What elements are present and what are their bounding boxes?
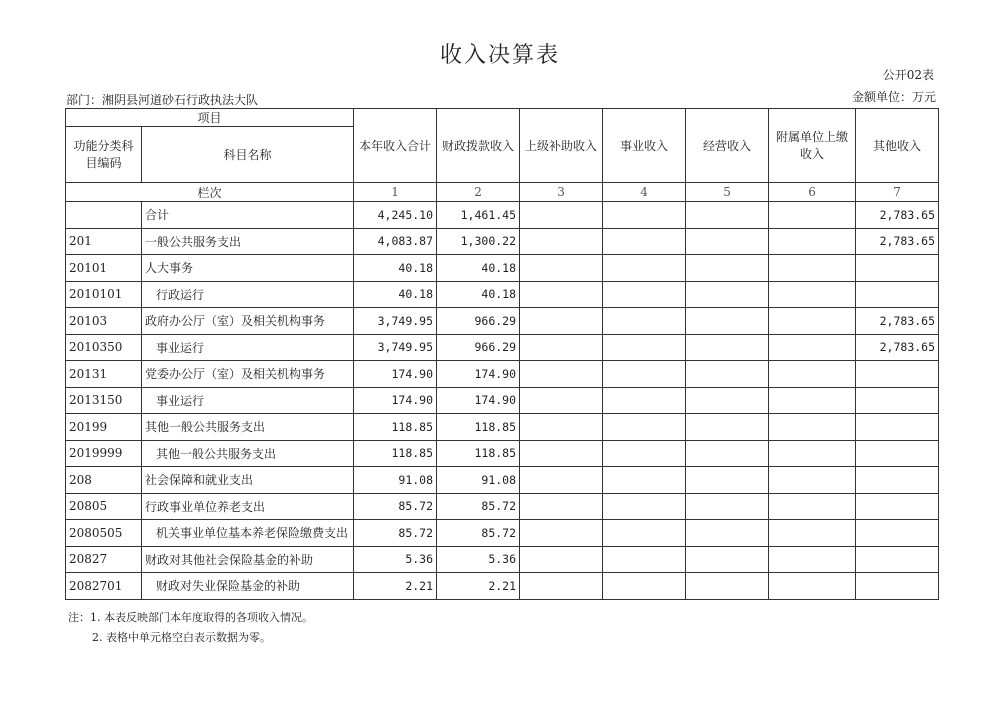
header-func-code: 功能分类科目编码 <box>66 127 142 183</box>
cell-affiliated <box>769 334 856 361</box>
cell-subject-name: 财政对其他社会保险基金的补助 <box>142 546 354 573</box>
header-col-superior: 上级补助收入 <box>520 109 603 183</box>
cell-code: 20199 <box>66 414 142 441</box>
cell-other <box>856 440 939 467</box>
cell-superior <box>520 520 603 547</box>
cell-code: 2082701 <box>66 573 142 600</box>
cell-affiliated <box>769 546 856 573</box>
cell-affiliated <box>769 440 856 467</box>
table-row <box>66 414 939 441</box>
cell-subject-name: 合计 <box>142 202 354 229</box>
footnote-2: 2. 表格中单元格空白表示数据为零。 <box>92 631 271 644</box>
cell-business <box>603 467 686 494</box>
cell-operating <box>686 308 769 335</box>
cell-affiliated <box>769 308 856 335</box>
cell-business <box>603 414 686 441</box>
income-table <box>65 108 939 600</box>
table-row <box>66 255 939 282</box>
cell-affiliated <box>769 361 856 388</box>
cell-total: 3,749.95 <box>354 334 437 361</box>
cell-affiliated <box>769 493 856 520</box>
cell-business <box>603 334 686 361</box>
cell-affiliated <box>769 228 856 255</box>
index-number: 6 <box>769 183 856 202</box>
table-row <box>66 281 939 308</box>
cell-other <box>856 520 939 547</box>
cell-code: 20827 <box>66 546 142 573</box>
cell-total: 174.90 <box>354 387 437 414</box>
cell-business <box>603 387 686 414</box>
cell-other: 2,783.65 <box>856 308 939 335</box>
cell-superior <box>520 440 603 467</box>
cell-subject-name: 一般公共服务支出 <box>142 228 354 255</box>
cell-code: 2013150 <box>66 387 142 414</box>
cell-code: 208 <box>66 467 142 494</box>
cell-operating <box>686 414 769 441</box>
cell-fiscal: 85.72 <box>437 493 520 520</box>
cell-superior <box>520 573 603 600</box>
cell-subject-name: 人大事务 <box>142 255 354 282</box>
cell-total: 4,245.10 <box>354 202 437 229</box>
header-col-affiliated: 附属单位上缴收入 <box>769 109 856 183</box>
table-row <box>66 202 939 229</box>
index-number: 1 <box>354 183 437 202</box>
cell-fiscal: 85.72 <box>437 520 520 547</box>
cell-subject-name: 事业运行 <box>142 387 354 414</box>
cell-affiliated <box>769 573 856 600</box>
cell-affiliated <box>769 414 856 441</box>
cell-other: 2,783.65 <box>856 202 939 229</box>
cell-business <box>603 440 686 467</box>
cell-fiscal: 174.90 <box>437 361 520 388</box>
cell-other <box>856 493 939 520</box>
cell-operating <box>686 493 769 520</box>
cell-superior <box>520 361 603 388</box>
table-row <box>66 334 939 361</box>
cell-fiscal: 118.85 <box>437 440 520 467</box>
cell-fiscal: 1,300.22 <box>437 228 520 255</box>
amount-unit-label: 金额单位：万元 <box>851 90 936 104</box>
table-row <box>66 387 939 414</box>
cell-other: 2,783.65 <box>856 334 939 361</box>
cell-business <box>603 308 686 335</box>
table-row <box>66 520 939 547</box>
cell-operating <box>686 573 769 600</box>
cell-operating <box>686 281 769 308</box>
cell-code: 20805 <box>66 493 142 520</box>
cell-total: 174.90 <box>354 361 437 388</box>
cell-superior <box>520 467 603 494</box>
page-title: 收入决算表 <box>439 43 560 68</box>
table-row <box>66 308 939 335</box>
cell-other <box>856 414 939 441</box>
cell-other <box>856 467 939 494</box>
cell-code: 20103 <box>66 308 142 335</box>
cell-business <box>603 202 686 229</box>
form-number: 公开02表 <box>882 68 934 82</box>
department-label: 部门：湘阴县河道砂石行政执法大队 <box>66 93 259 107</box>
table-row <box>66 467 939 494</box>
cell-subject-name: 政府办公厅（室）及相关机构事务 <box>142 308 354 335</box>
table-row <box>66 361 939 388</box>
cell-business <box>603 520 686 547</box>
index-number: 7 <box>856 183 939 202</box>
cell-business <box>603 573 686 600</box>
cell-affiliated <box>769 387 856 414</box>
cell-total: 40.18 <box>354 281 437 308</box>
cell-operating <box>686 387 769 414</box>
cell-subject-name: 行政事业单位养老支出 <box>142 493 354 520</box>
cell-affiliated <box>769 520 856 547</box>
cell-fiscal: 118.85 <box>437 414 520 441</box>
cell-superior <box>520 334 603 361</box>
cell-fiscal: 966.29 <box>437 334 520 361</box>
cell-superior <box>520 255 603 282</box>
cell-total: 40.18 <box>354 255 437 282</box>
header-subject-name: 科目名称 <box>142 127 354 183</box>
cell-affiliated <box>769 255 856 282</box>
header-col-operating: 经营收入 <box>686 109 769 183</box>
index-number: 3 <box>520 183 603 202</box>
cell-other <box>856 546 939 573</box>
cell-code <box>66 202 142 229</box>
cell-operating <box>686 334 769 361</box>
cell-other <box>856 281 939 308</box>
table-row <box>66 573 939 600</box>
cell-total: 91.08 <box>354 467 437 494</box>
cell-subject-name: 财政对失业保险基金的补助 <box>142 573 354 600</box>
table-row <box>66 228 939 255</box>
header-index-label: 栏次 <box>66 183 354 202</box>
cell-fiscal: 5.36 <box>437 546 520 573</box>
cell-affiliated <box>769 281 856 308</box>
index-number: 4 <box>603 183 686 202</box>
table-row <box>66 493 939 520</box>
cell-operating <box>686 202 769 229</box>
cell-superior <box>520 228 603 255</box>
cell-subject-name: 事业运行 <box>142 334 354 361</box>
cell-operating <box>686 440 769 467</box>
cell-total: 85.72 <box>354 520 437 547</box>
cell-business <box>603 493 686 520</box>
cell-other: 2,783.65 <box>856 228 939 255</box>
table-row <box>66 440 939 467</box>
cell-operating <box>686 520 769 547</box>
cell-superior <box>520 414 603 441</box>
cell-fiscal: 966.29 <box>437 308 520 335</box>
cell-other <box>856 255 939 282</box>
cell-business <box>603 281 686 308</box>
cell-other <box>856 573 939 600</box>
cell-total: 85.72 <box>354 493 437 520</box>
header-col-total: 本年收入合计 <box>354 109 437 183</box>
cell-operating <box>686 361 769 388</box>
cell-superior <box>520 281 603 308</box>
footnotes <box>68 608 313 648</box>
cell-total: 118.85 <box>354 414 437 441</box>
cell-superior <box>520 546 603 573</box>
cell-subject-name: 党委办公厅（室）及相关机构事务 <box>142 361 354 388</box>
cell-total: 2.21 <box>354 573 437 600</box>
cell-affiliated <box>769 467 856 494</box>
cell-subject-name: 其他一般公共服务支出 <box>142 440 354 467</box>
cell-business <box>603 361 686 388</box>
cell-other <box>856 387 939 414</box>
cell-fiscal: 91.08 <box>437 467 520 494</box>
cell-code: 201 <box>66 228 142 255</box>
header-project: 项目 <box>66 109 354 127</box>
cell-total: 5.36 <box>354 546 437 573</box>
cell-code: 2080505 <box>66 520 142 547</box>
cell-subject-name: 社会保障和就业支出 <box>142 467 354 494</box>
footnote-1: 注：1. 本表反映部门本年度取得的各项收入情况。 <box>68 611 313 624</box>
cell-total: 118.85 <box>354 440 437 467</box>
cell-code: 2019999 <box>66 440 142 467</box>
header-col-fiscal: 财政拨款收入 <box>437 109 520 183</box>
cell-superior <box>520 308 603 335</box>
cell-superior <box>520 387 603 414</box>
cell-business <box>603 255 686 282</box>
header-col-business: 事业收入 <box>603 109 686 183</box>
index-number: 2 <box>437 183 520 202</box>
cell-code: 2010350 <box>66 334 142 361</box>
cell-superior <box>520 202 603 229</box>
index-number: 5 <box>686 183 769 202</box>
cell-fiscal: 40.18 <box>437 255 520 282</box>
cell-subject-name: 行政运行 <box>142 281 354 308</box>
cell-superior <box>520 493 603 520</box>
cell-affiliated <box>769 202 856 229</box>
cell-code: 2010101 <box>66 281 142 308</box>
cell-other <box>856 361 939 388</box>
cell-operating <box>686 467 769 494</box>
cell-fiscal: 174.90 <box>437 387 520 414</box>
cell-fiscal: 2.21 <box>437 573 520 600</box>
cell-business <box>603 228 686 255</box>
cell-total: 3,749.95 <box>354 308 437 335</box>
cell-code: 20131 <box>66 361 142 388</box>
table-row <box>66 546 939 573</box>
cell-operating <box>686 228 769 255</box>
cell-business <box>603 546 686 573</box>
cell-total: 4,083.87 <box>354 228 437 255</box>
cell-fiscal: 40.18 <box>437 281 520 308</box>
cell-fiscal: 1,461.45 <box>437 202 520 229</box>
header-col-other: 其他收入 <box>856 109 939 183</box>
cell-operating <box>686 255 769 282</box>
cell-code: 20101 <box>66 255 142 282</box>
cell-subject-name: 机关事业单位基本养老保险缴费支出 <box>142 520 354 547</box>
cell-subject-name: 其他一般公共服务支出 <box>142 414 354 441</box>
cell-operating <box>686 546 769 573</box>
